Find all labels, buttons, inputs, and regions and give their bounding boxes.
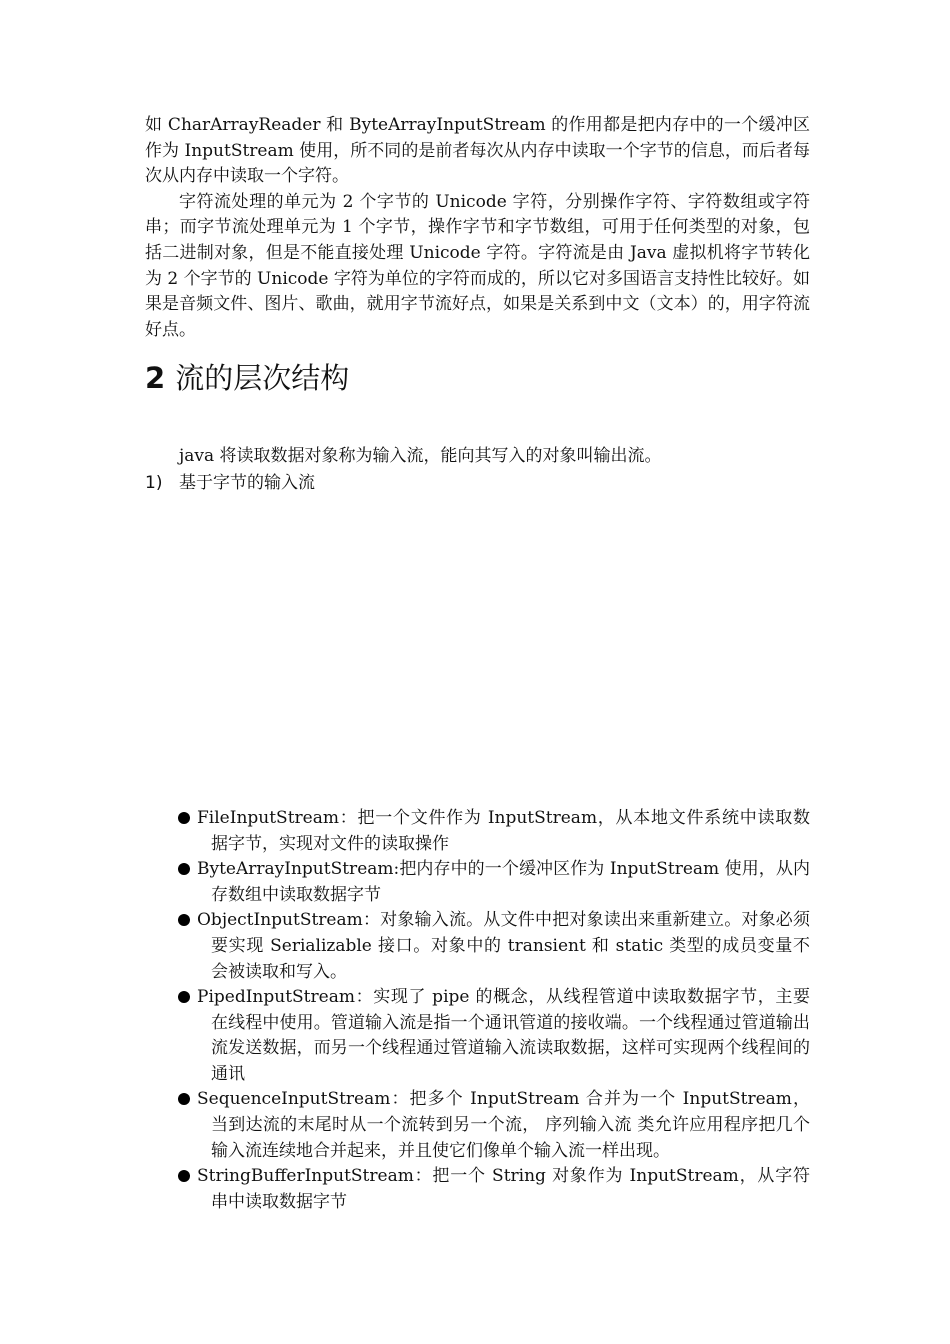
document-page (145, 113, 810, 1215)
bullet-icon (178, 863, 190, 875)
section-heading (145, 358, 810, 398)
list-item-text: StringBufferInputStream：把一个 String 对象作为 InputStream，从字符串中读取数据字节 (197, 1166, 810, 1212)
list-item-text: ObjectInputStream：对象输入流。从文件中把对象读出来重新建立。对象必须要实现 Serializable 接口。对象中的 transient 和 static 类型的成员变量不会被读取和写入。 (197, 910, 810, 982)
paragraph-char-array-reader: 如 CharArrayReader 和 ByteArrayInputStream 的作用都是把内存中的一个缓冲区作为 InputStream 使用，所不同的是前者每次从内存中读取一个字节的信息，而后者每次从内存中读取一个字符。 (145, 115, 810, 187)
list-item-text: PipedInputStream：实现了 pipe 的概念，从线程管道中读取数据字节，主要在线程中使用。管道输入流是指一个通讯管道的接收端。一个线程通过管道输出流发送数据，而另一个线程通过管道输入流读取数据，这样可实现两个线程间的通讯 (197, 987, 810, 1084)
numbered-item-marker: 1) (145, 472, 163, 493)
list-item-text: ByteArrayInputStream:把内存中的一个缓冲区作为 InputStream 使用，从内存数组中读取数据字节 (197, 859, 810, 905)
numbered-item (145, 470, 810, 496)
diagram-placeholder (145, 496, 810, 806)
list-item-text: FileInputStream：把一个文件作为 InputStream，从本地文件系统中读取数据字节，实现对文件的读取操作 (197, 807, 810, 854)
bullet-icon (178, 812, 190, 824)
input-stream-list (145, 806, 810, 1216)
list-item (178, 1087, 810, 1164)
bullet-icon (178, 1093, 190, 1105)
section-title: 流的层次结构 (175, 361, 350, 396)
list-item-text: SequenceInputStream：把多个 InputStream 合并为一个 InputStream，当到达流的末尾时从一个流转到另一个流， 序列输入流 类允许应用程序把几个输入流连续地合并起来，并且使它们像单个输入流一样出现。 (197, 1089, 810, 1161)
bullet-icon (178, 914, 190, 926)
list-item (178, 1164, 810, 1215)
bullet-icon (178, 991, 190, 1003)
list-item (178, 985, 810, 1087)
bullet-icon (178, 1170, 190, 1182)
list-item (178, 857, 810, 908)
numbered-item-text: 基于字节的输入流 (179, 472, 315, 493)
paragraph-char-vs-byte-stream: 字符流处理的单元为 2 个字节的 Unicode 字符，分别操作字符、字符数组或字符串；而字节流处理单元为 1 个字节，操作字节和字节数组，可用于任何类型的对象，包括二进制对象，但是不能直接处理 Unicode 字符。字符流是由 Java 虚拟机将字节转化为 2 个字节的 Unicode 字符为单位的字符而成的，所以它对多国语言支持性比较好。如果是音频文件、图片、歌曲，就用字节流好点，如果是关系到中文（文本）的，用字符流好点。 (145, 191, 810, 340)
list-item (178, 908, 810, 985)
intro-paragraph: java 将读取数据对象称为输入流，能向其写入的对象叫输出流。 (179, 446, 662, 467)
section-number: 2 (145, 361, 166, 396)
list-item (178, 806, 810, 857)
